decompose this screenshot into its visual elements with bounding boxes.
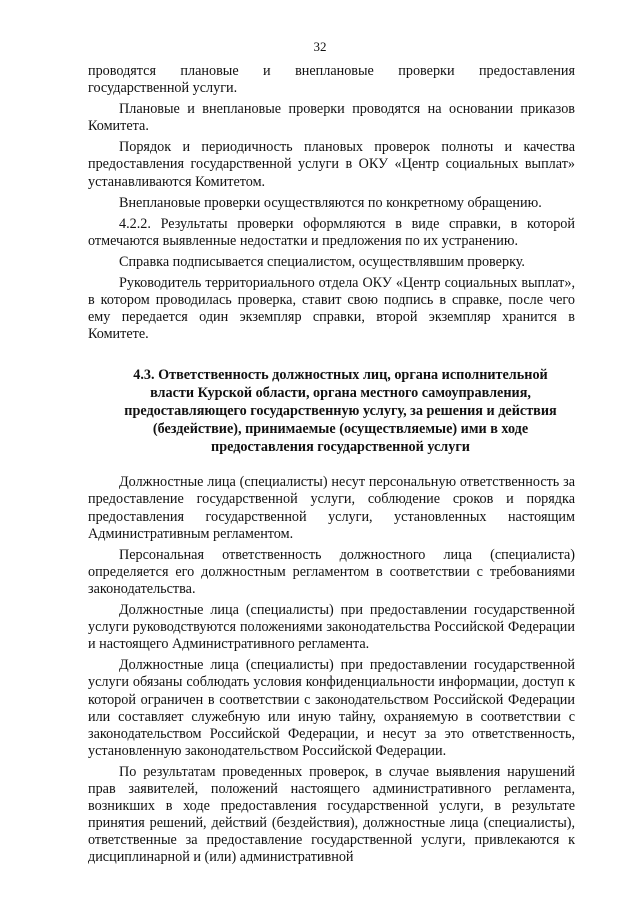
paragraph: Должностные лица (специалисты) при предоставлении государственной услуги руководствуются положениями законодательства Российской Федерации и настоящего Административного регламента.: [88, 602, 575, 653]
paragraph: Внеплановые проверки осуществляются по конкретному обращению.: [119, 194, 542, 211]
paragraph: Плановые и внеплановые проверки проводятся на основании приказов Комитета.: [88, 101, 575, 135]
page-number: 32: [313, 39, 327, 54]
paragraph: Порядок и периодичность плановых проверок полноты и качества предоставления государственной услуги в ОКУ «Центр социальных выплат» устанавливаются Комитетом.: [88, 139, 575, 190]
document-body: [88, 63, 575, 866]
paragraph: Персональная ответственность должностного лица (специалиста) определяется его должностным регламентом в соответствии с требованиями законодательства.: [88, 546, 575, 597]
paragraph: 4.2.2. Результаты проверки оформляются в виде справки, в которой отмечаются выявленные недостатки и предложения по их устранению.: [88, 215, 575, 249]
paragraph: Должностные лица (специалисты) при предоставлении государственной услуги обязаны соблюдать условия конфиденциальности информации, доступ к которой ограничен в соответствии с законодательством Российской Федерации или составляет служебную или иную тайну, охраняемую в соответствии с законодательством Российской Федерации, и несут за это ответственность, установленную законодательством Российской Федерации.: [88, 657, 575, 759]
paragraph: По результатам проведенных проверок, в случае выявления нарушений прав заявителей, положений настоящего административного регламента, возникших в ходе предоставления государственной услуги, в результате принятия решений, действий (бездействия), должностные лица (специалисты), ответственные за предоставление государственной услуги, привлекаются к дисциплинарной и (или) административной: [88, 763, 575, 866]
paragraph: Руководитель территориального отдела ОКУ «Центр социальных выплат», в котором проводилась проверка, ставит свою подпись в справке, после чего ему передается один экземпляр справки, второй экземпляр хранится в Комитете.: [88, 275, 575, 343]
section-heading: 4.3. Ответственность должностных лиц, органа исполнительной власти Курской области, органа местного самоуправления, предоставляющего государственную услугу, за решения и действия (бездействие), принимаемые (осуществляемые) ими в ходе предоставления государственной услуги: [124, 367, 557, 455]
paragraph: Должностные лица (специалисты) несут персональную ответственность за предоставление государственной услуги, соблюдение сроков и порядка предоставления государственной услуги, установленных настоящим Административным регламентом.: [88, 474, 575, 542]
paragraph: Справка подписывается специалистом, осуществлявшим проверку.: [119, 253, 525, 270]
paragraph: проводятся плановые и внеплановые проверки предоставления государственной услуги.: [88, 63, 575, 97]
